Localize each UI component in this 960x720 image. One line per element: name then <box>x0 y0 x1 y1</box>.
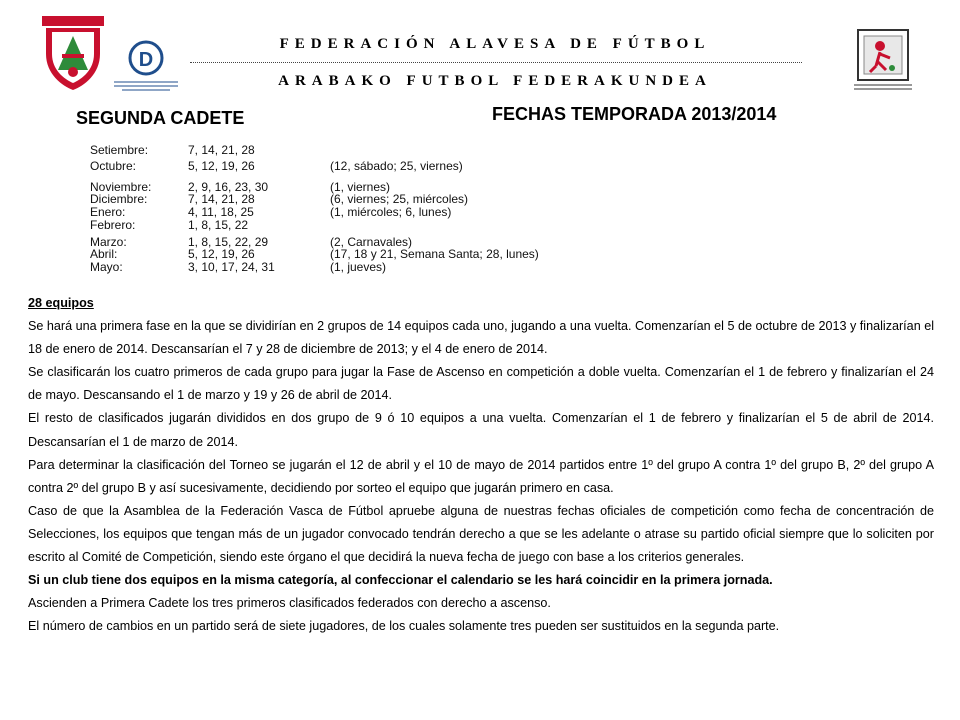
header-divider <box>190 62 802 63</box>
paragraph-classification: Para determinar la clasificación del Torneo se jugarán el 12 de abril y el 10 de mayo de 2014 partidos entre 1º del grupo A contra 1º del grupo B, 2º del grupo A contra 2º del grupo B y así sucesivamente, decidiendo por sorteo el equipo que jugarán primero en casa. <box>28 457 934 495</box>
month-name: Diciembre: <box>90 192 148 206</box>
month-name: Setiembre: <box>90 143 149 157</box>
month-note: (1, viernes) <box>330 180 391 194</box>
month-note: (1, jueves) <box>330 260 387 274</box>
month-name: Febrero: <box>90 218 136 232</box>
month-note: (6, viernes; 25, miércoles) <box>330 192 469 206</box>
month-name: Octubre: <box>90 159 137 173</box>
month-days: 5, 12, 19, 26 <box>188 247 255 261</box>
rules-text <box>28 292 934 638</box>
month-name: Abril: <box>90 247 118 261</box>
paragraph-promotion-phase: Se clasificarán los cuatro primeros de cada grupo para jugar la Fase de Ascenso en competición a doble vuelta. Comenzarían el 1 de febrero y finalizarían el 24 de mayo. Descansando el 1 de marzo y 19 y 26 de abril de 2014. <box>28 365 934 403</box>
library-logo <box>110 38 182 96</box>
paragraph-same-club: Si un club tiene dos equipos en la misma categoría, al confeccionar el calendario se les hará coincidir en la primera jornada. <box>28 573 773 588</box>
teams-heading: 28 equipos <box>28 296 94 310</box>
futsal-committee-logo <box>850 28 916 94</box>
paragraph-selections: Caso de que la Asamblea de la Federación Vasca de Fútbol apruebe alguna de nuestras fechas oficiales de competición como fecha de concentración de Selecciones, los equipos que tengan más de un jugador convocado tendrán derecho a que se les adelante o atrase su partido oficial siempre que lo soliciten por escrito al Comité de Competición, siendo este órgano el que decidirá la nueva fecha de juego con base a los criterios generales. <box>28 503 934 565</box>
month-days: 2, 9, 16, 23, 30 <box>188 180 269 194</box>
month-days: 1, 8, 15, 22 <box>188 218 249 232</box>
month-note: (17, 18 y 21, Semana Santa; 28, lunes) <box>330 247 539 261</box>
paragraph-first-phase: Se hará una primera fase en la que se dividirían en 2 grupos de 14 equipos cada uno, jugando a una vuelta. Comenzarían el 5 de octubre de 2013 y finalizarían el 18 de enero de 2014. Descansarían el 7 y 28 de diciembre de 2013; y el 4 de enero de 2014. <box>28 319 934 357</box>
month-note: (12, sábado; 25, viernes) <box>330 159 463 173</box>
month-note: (1, miércoles; 6, lunes) <box>330 205 452 219</box>
month-days: 7, 14, 21, 28 <box>188 192 255 206</box>
month-days: 5, 12, 19, 26 <box>188 159 255 173</box>
paragraph-substitutions: El número de cambios en un partido será de siete jugadores, de los cuales solamente tres pueden ser sustituidos en la segunda parte. <box>28 619 780 634</box>
month-days: 4, 11, 18, 25 <box>188 205 254 219</box>
season-title: FECHAS TEMPORADA 2013/2014 <box>492 104 777 124</box>
month-days: 7, 14, 21, 28 <box>188 143 255 157</box>
month-days: 3, 10, 17, 24, 31 <box>188 260 275 274</box>
month-name: Enero: <box>90 205 126 219</box>
federation-logo <box>40 14 106 92</box>
paragraph-rest-groups: El resto de clasificados jugarán divididos en dos grupo de 9 ó 10 equipos a una vuelta. Comenzarían el 1 de febrero y finalizarían el 5 de abril de 2014. Descansarían el 1 de marzo de 2014. <box>28 411 934 449</box>
month-note: (2, Carnavales) <box>330 235 413 249</box>
svg-text:D: D <box>138 49 154 71</box>
month-days: 1, 8, 15, 22, 29 <box>188 235 269 249</box>
month-name: Marzo: <box>90 235 127 249</box>
month-name: Noviembre: <box>90 180 152 194</box>
month-name: Mayo: <box>90 260 123 274</box>
header-line1: FEDERACIÓN ALAVESA DE FÚTBOL <box>279 36 711 52</box>
header-line2: ARABAKO FUTBOL FEDERAKUNDEA <box>278 73 712 89</box>
paragraph-ascend: Ascienden a Primera Cadete los tres primeros clasificados federados con derecho a ascenso. <box>28 596 551 611</box>
category-title: SEGUNDA CADETE <box>76 108 245 128</box>
